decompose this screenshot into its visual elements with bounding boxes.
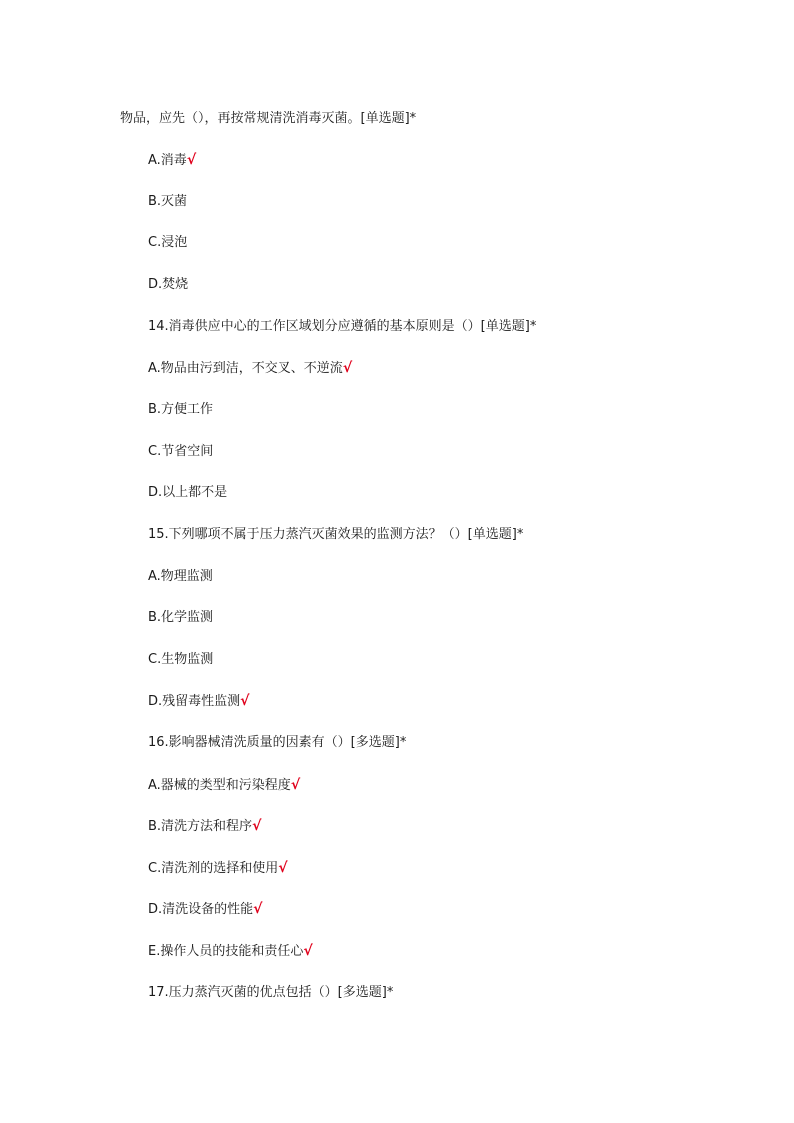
option-text: A.物理监测: [148, 569, 213, 584]
option-15-d: [148, 692, 250, 710]
option-16-c: [148, 859, 288, 877]
correct-check-icon: √: [253, 901, 263, 917]
option-16-d: [148, 900, 263, 918]
question-14-stem: 14.消毒供应中心的工作区域划分应遵循的基本原则是（）[单选题]*: [148, 319, 537, 334]
correct-check-icon: √: [186, 152, 197, 168]
option-text: A.消毒: [148, 153, 187, 168]
option-text: A.器械的类型和污染程度: [148, 778, 291, 793]
option-text: D.残留毒性监测: [148, 694, 241, 709]
correct-check-icon: √: [252, 818, 262, 834]
option-14-b: [148, 401, 213, 419]
option-text: E.操作人员的技能和责任心: [148, 944, 304, 959]
option-16-b: [148, 817, 261, 835]
option-text: A.物品由污到洁，不交叉、不逆流: [148, 361, 343, 376]
option-text: B.灭菌: [148, 194, 188, 209]
option-16-a: [148, 776, 300, 794]
option-text: C.生物监测: [148, 652, 214, 667]
question-15-stem: 15.下列哪项不属于压力蒸汽灭菌效果的监测方法？（）[单选题]*: [148, 527, 524, 542]
option-lead-a: [148, 151, 196, 169]
correct-check-icon: √: [278, 860, 288, 876]
option-16-e: [148, 942, 313, 960]
option-15-a: [148, 568, 213, 586]
question-16-stem: 16.影响器械清洗质量的因素有（）[多选题]*: [148, 735, 407, 750]
question-17-stem: 17.压力蒸汽灭菌的优点包括（）[多选题]*: [148, 985, 394, 1000]
option-lead-d: [148, 276, 188, 294]
correct-check-icon: √: [240, 693, 250, 709]
option-text: D.以上都不是: [148, 485, 228, 500]
option-15-b: [148, 609, 213, 627]
question-stem-lead: 物品，应先（），再按常规清洗消毒灭菌。[单选题]*: [120, 111, 417, 126]
option-text: D.清洗设备的性能: [148, 902, 254, 917]
option-text: B.化学监测: [148, 610, 214, 625]
option-text: C.浸泡: [148, 235, 188, 250]
option-15-c: [148, 651, 213, 669]
option-14-a: [148, 359, 352, 377]
option-text: B.方便工作: [148, 402, 214, 417]
correct-check-icon: √: [290, 777, 301, 793]
correct-check-icon: √: [303, 943, 313, 959]
option-text: C.节省空间: [148, 444, 214, 459]
option-text: B.清洗方法和程序: [148, 819, 253, 834]
correct-check-icon: √: [342, 360, 353, 376]
option-14-d: [148, 484, 227, 502]
option-text: C.清洗剂的选择和使用: [148, 861, 279, 876]
option-lead-c: [148, 234, 187, 252]
option-text: D.焚烧: [148, 277, 189, 292]
option-lead-b: [148, 193, 187, 211]
option-14-c: [148, 443, 213, 461]
